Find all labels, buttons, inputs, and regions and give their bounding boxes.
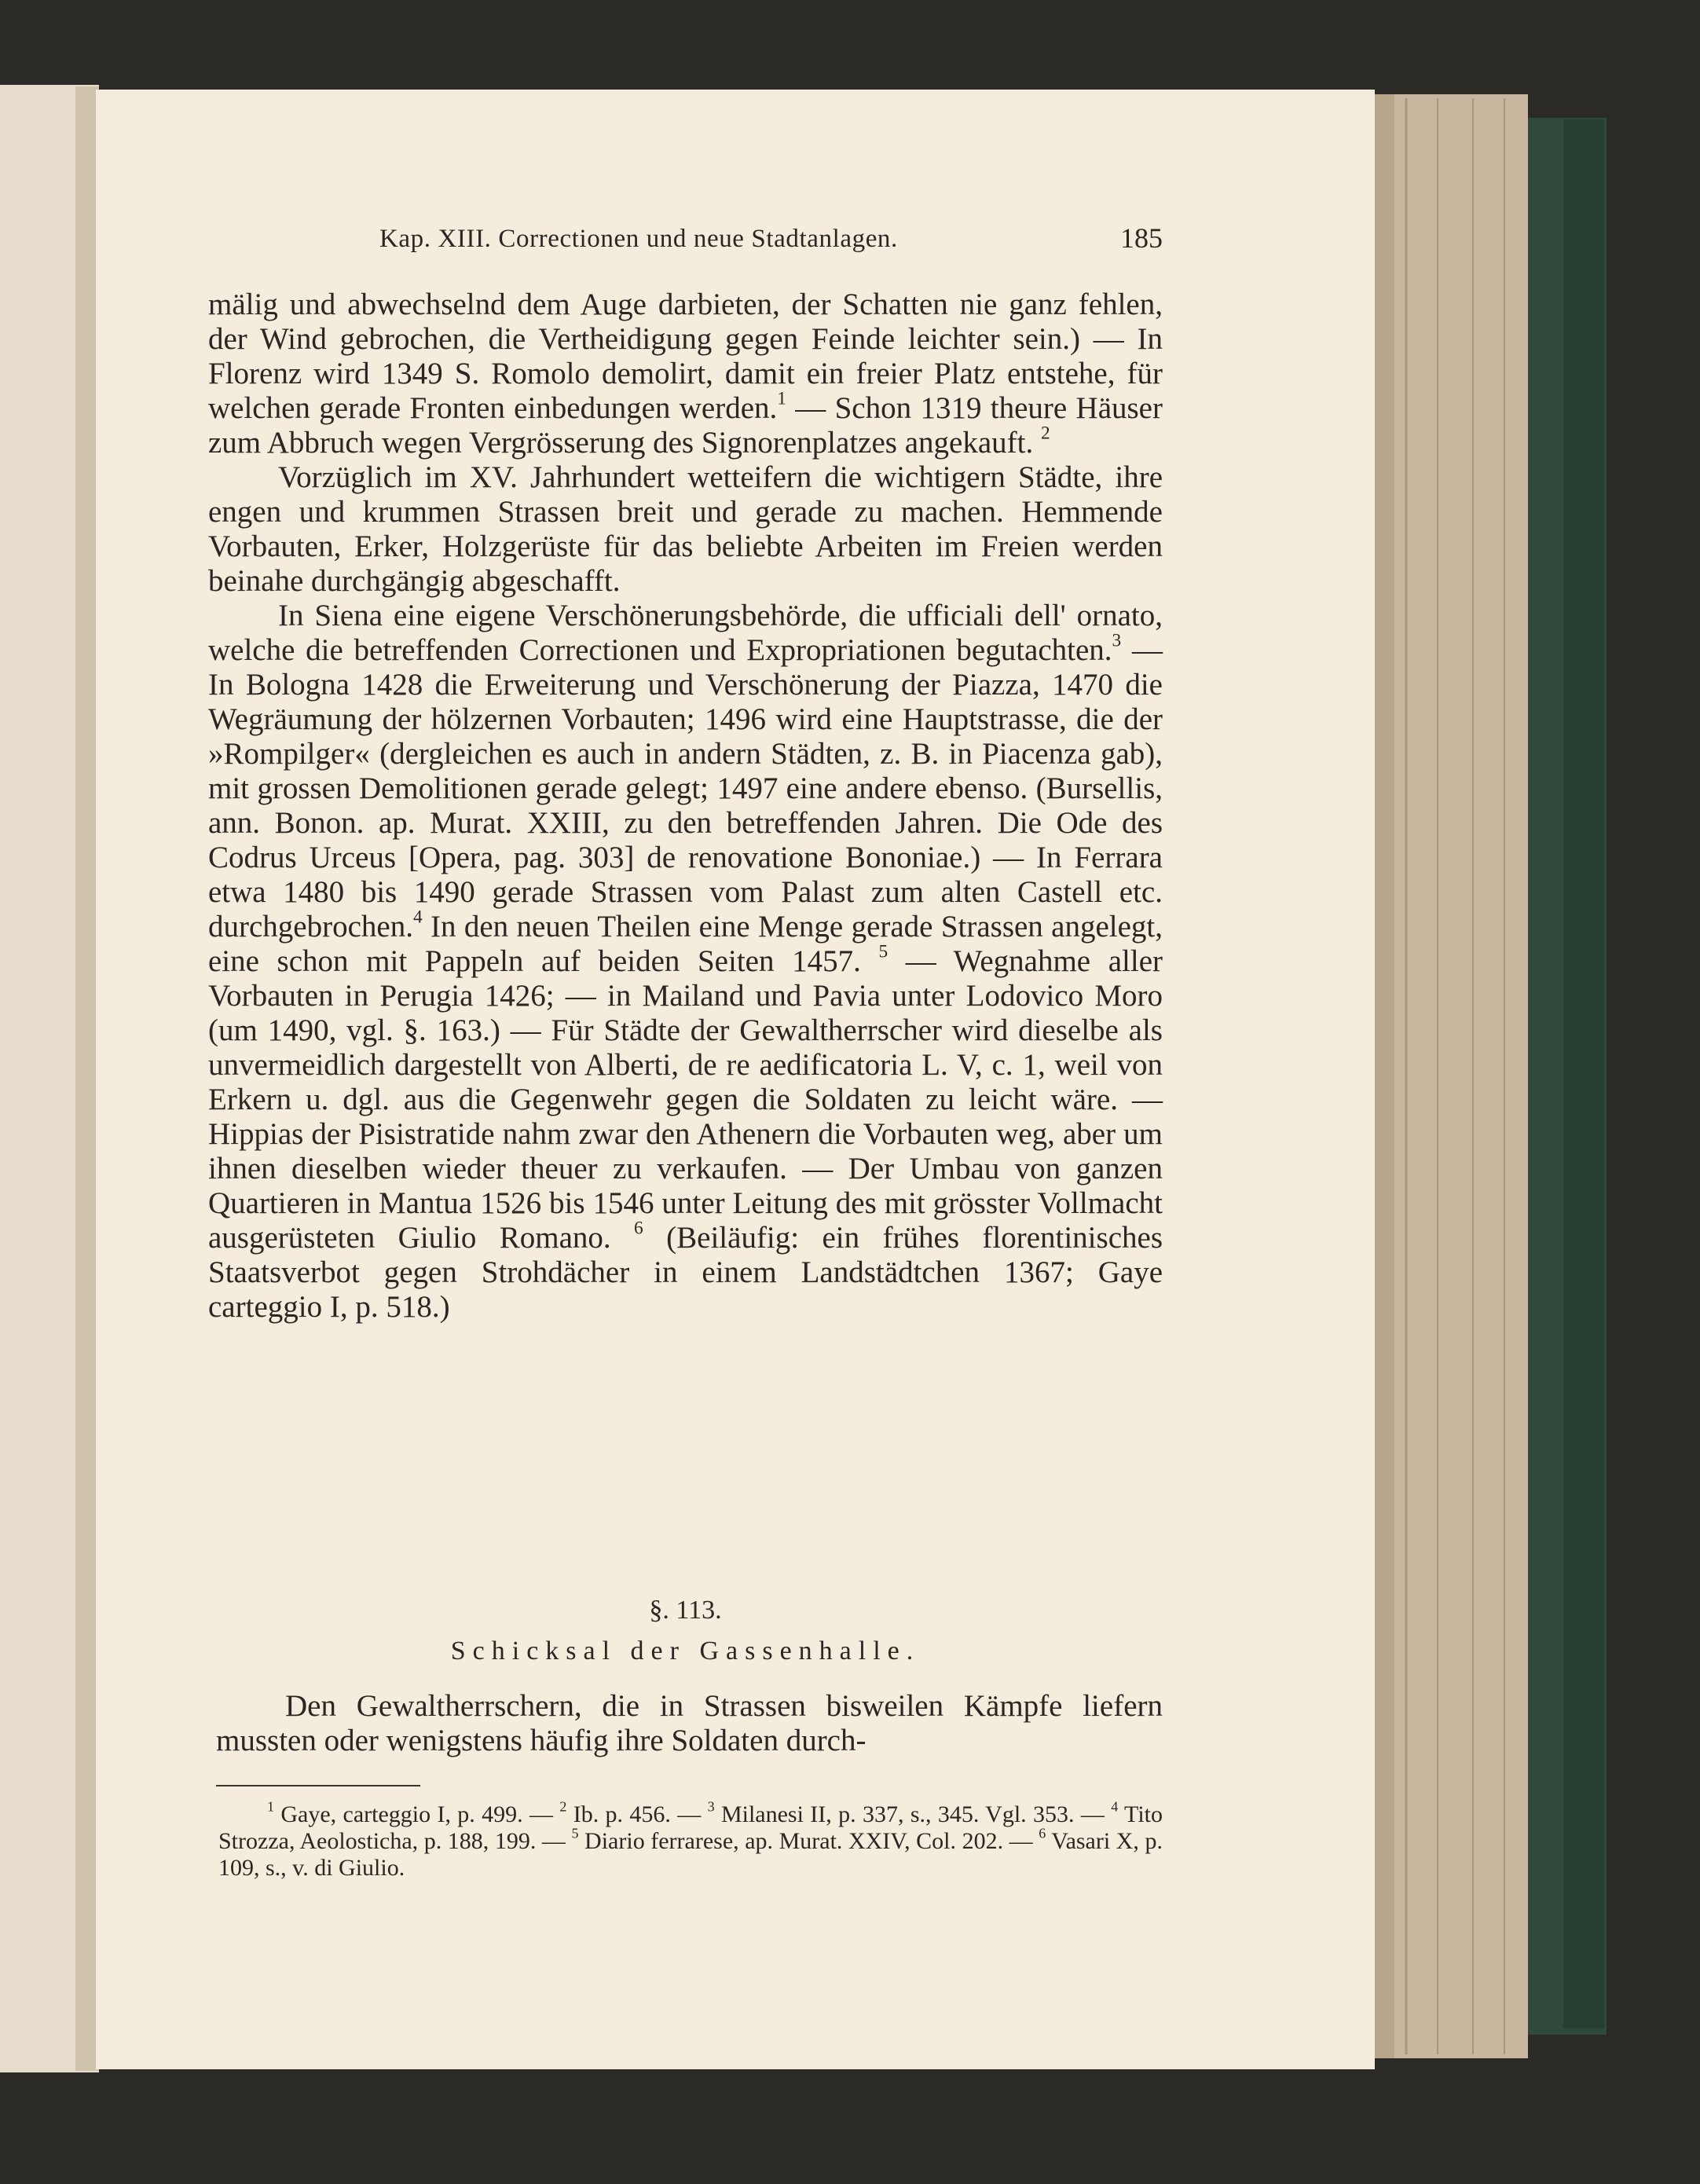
section-title: Schicksal der Gassenhalle. [450,1636,921,1665]
footnote-ref-4: 4 [412,907,423,928]
footnote-ref-6: 6 [634,1218,643,1239]
main-text [208,288,1163,1325]
paragraph-3: In Siena eine eigene Verschönerungsbehörde, die ufficiali dell' ornato, welche die betreffenden Correctionen und Expropriationen begutachten.$^3$ — In Bologna 1428 die Erweiterung und Verschönerung der Piazza, 1470 die Wegräumung der hölzernen Vorbauten; 1496 wird eine Hauptstrasse, die der »Rompilger« (dergleichen es auch in andern Städten, z. B. in Piacenza gab), mit grossen Demolitionen gerade gelegt; 1497 eine andere ebenso. (Bursellis, ann. Bonon. ap. Murat. XXIII, zu den betreffenden Jahren. Die Ode des Codrus Urceus [Opera, pag. 303] de renovatione Bononiae.) — In Ferrara etwa 1480 bis 1490 gerade Strassen vom Palast zum alten Castell etc. durchgebrochen.$^4$ In den neuen Theilen eine Menge gerade Strassen angelegt, eine schon mit Pappeln auf beiden Seiten 1457. $^5$ — Wegnahme aller Vorbauten in Perugia 1426; — in Mailand und Pavia unter Lodovico Moro (um 1490, vgl. §. 163.) — Für Städte der Gewaltherrscher wird dieselbe als unvermeidlich dargestellt von Alberti, de re aedificatoria L. V, c. 1, weil von Erkern u. dgl. aus die Gegenwehr gegen die Soldaten zu leicht wäre. — Hippias der Pisistratide nahm zwar den Athenern die Vorbauten weg, aber um ihnen dieselben wieder theuer zu verkaufen. — Der Umbau von ganzen Quartieren in Mantua 1526 bis 1546 unter Leitung des mit grösster Vollmacht ausgerüsteten Giulio Romano. $^6$ (Beiläufig: ein frühes florentinisches Staatsverbot gegen Strohdächer in einem Landstädtchen 1367; Gaye carteggio I, p. 518.) [208,599,1163,1324]
running-header [379,222,1163,259]
footnote-mark-1: 1 [267,1798,274,1815]
footnote-rule [216,1785,420,1786]
footnote-ref-5: 5 [878,941,888,962]
footnote-block: $^1$ Gaye, carteggio I, p. 499. — $^2$ Ib. p. 456. — $^3$ Milanesi II, p. 337, s., 345. Vgl. 353. — $^4$ Tito Strozza, Aeolosticha, p. 188, 199. — $^5$ Diario ferrarese, ap. Murat. XXIV, Col. 202. — $^6$ Vasari X, p. 109, s., v. di Giulio. [218,1798,1163,1881]
paragraph-1: mälig und abwechselnd dem Auge darbieten, der Schatten nie ganz fehlen, der Wind gebrochen, die Vertheidigung gegen Feinde leichter sein.) — In Florenz wird 1349 S. Romolo demolirt, damit ein freier Platz entstehe, für welchen gerade Fronten einbedungen werden.$^1$ — Schon 1319 theure Häuser zum Abbruch wegen Vergrösserung des Signorenplatzes angekauft. $^2$ [208,288,1163,460]
page-number: 185 [1120,222,1163,254]
footnote-mark-2: 2 [559,1798,567,1815]
running-title: Kap. XIII. Correctionen und neue Stadtanlagen. [379,225,898,253]
section-number: §. 113. [649,1596,722,1625]
footnote-mark-3: 3 [707,1798,715,1815]
footnotes [218,1798,1163,1882]
footnote-mark-6: 6 [1039,1825,1046,1841]
footnote-mark-4: 4 [1111,1798,1119,1815]
footnote-mark-5: 5 [571,1825,579,1841]
footnote-ref-1: 1 [777,388,786,409]
paragraph-4: Den Gewaltherrschern, die in Strassen bisweilen Kämpfe liefern mussten oder wenigstens häufig ihre Soldaten durch- [216,1689,1163,1757]
footnote-ref-3: 3 [1112,630,1122,651]
footnote-ref-2: 2 [1040,423,1050,444]
section-text [216,1689,1163,1758]
paragraph-2: Vorzüglich im XV. Jahrhundert wetteifern die wichtigern Städte, ihre engen und krummen Strassen breit und gerade zu machen. Hemmende Vorbauten, Erker, Holzgerüste für das beliebte Arbeiten im Freien werden beinahe durchgängig abgeschafft. [208,460,1163,598]
